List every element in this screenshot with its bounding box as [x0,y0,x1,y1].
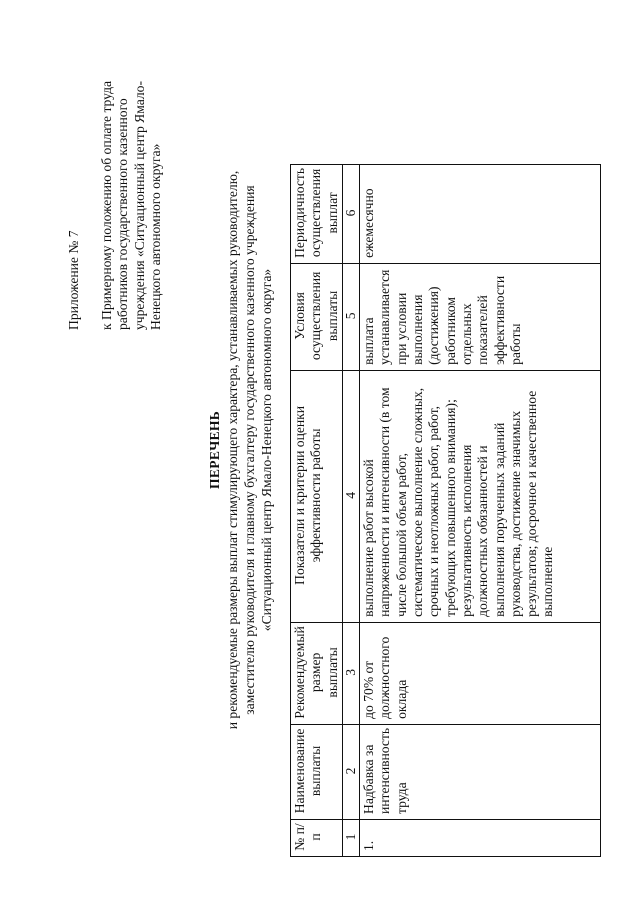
header-periodicity: Периодичность осуществления выплат [291,164,343,263]
row-criteria: выполнение работ высокой напряженности и интенсивности (в том числе большой объем работ, систематическое выполнение сложных, срочных и неотложных работ, работ, требующих повышенного внимания); результативность исполнения должностных обязанностей и выполнения порученных заданий руководства, достижение значимых результатов; досрочное и качественное выполнение [360,370,601,622]
document-title: ПЕРЕЧЕНЬ [207,411,222,490]
column-number: 1 [342,820,359,857]
payments-table [290,164,601,857]
table-row [360,164,601,856]
row-payment-name: Надбавка за интенсивность труда [360,724,601,819]
header-number: № п/п [291,820,343,857]
row-payment-size: до 70% от должностного оклада [360,622,601,724]
appendix-number: Приложение № 7 [66,230,81,330]
column-number-row [342,164,359,856]
row-number: 1. [360,820,601,857]
document-heading [206,35,275,865]
column-number: 2 [342,724,359,819]
appendix-block [66,30,164,330]
header-criteria: Показатели и критерии оценки эффективности работы [291,370,343,622]
column-number: 6 [342,164,359,263]
row-periodicity: ежемесячно [360,164,601,263]
heading-line-2: заместителю руководителя и главному бухгалтеру государственного казенного учреждения [242,185,257,715]
heading-line-1: и рекомендуемые размеры выплат стимулирующего характера, устанавливаемых руководителю, [225,170,240,730]
column-number: 4 [342,370,359,622]
column-number: 5 [342,263,359,370]
appendix-reference: к Примерному положению об оплате труда работников государственного казенного учреждения «Ситуационный центр Ямало-Ненецкого автономного округа» [99,80,163,330]
heading-line-3: «Ситуационный центр Ямало-Ненецкого автономного округа» [259,268,274,632]
header-payment-size: Рекомендуемый размер выплаты [291,622,343,724]
column-number: 3 [342,622,359,724]
header-payment-name: Наименование выплаты [291,724,343,819]
table-header-row [291,164,343,856]
row-conditions: выплата устанавливается при условии выполнения (достижения) работником отдельных показателей эффективности работы [360,263,601,370]
header-conditions: Условия осуществления выплаты [291,263,343,370]
